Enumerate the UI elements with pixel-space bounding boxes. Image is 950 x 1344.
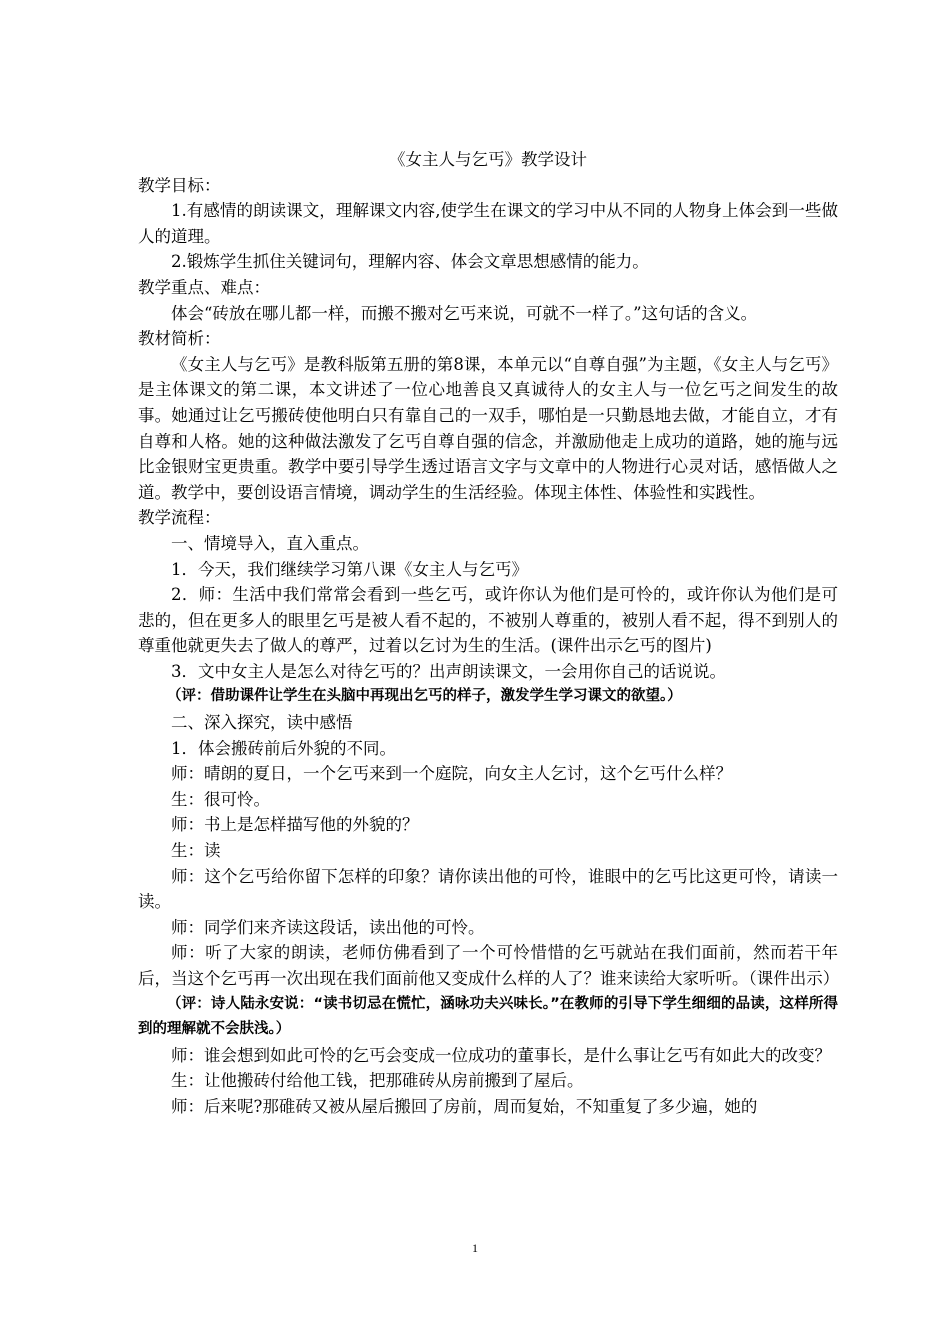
paragraph: 师：这个乞丐给你留下怎样的印象？请你读出他的可怜，谁眼中的乞丐比这更可怜，请读一读。 xyxy=(138,866,838,912)
paragraph: 师：同学们来齐读这段话，读出他的可怜。 xyxy=(171,917,485,937)
paragraph: 教学重点、难点： xyxy=(138,277,270,297)
paragraph: 师：听了大家的朗读，老师仿佛看到了一个可怜惜惜的乞丐就站在我们面前，然而若干年后，当这个乞丐再一次出现在我们面前他又变成什么样的人了？谁来读给大家听听。（课件出示） xyxy=(138,943,840,988)
paragraph: 1.有感情的朗读课文，理解课文内容,使学生在课文的学习中从不同的人物身上体会到一些做人的道理。 xyxy=(138,201,838,246)
paragraph: 1．今天，我们继续学习第八课《女主人与乞丐》 xyxy=(171,559,528,579)
paragraph: 2．师：生活中我们常常会看到一些乞丐，或许你认为他们是可怜的，或许你认为他们是可悲的，但在更多人的眼里乞丐是被人看不起的，不被别人尊重的，被别人看不起，得不到别人的尊重他就更失去了做人的尊严，过着以乞讨为生的生活。(课件出示乞丐的图片) xyxy=(138,585,838,656)
paragraph: 教学目标： xyxy=(138,175,221,195)
comment-paragraph: （评：诗人陆永安说：“读书切忌在慌忙，涵咏功夫兴味长。”在教师的引导下学生细细的品读，这样所得到的理解就不会肤浅。） xyxy=(138,995,838,1038)
paragraph: 3．文中女主人是怎么对待乞丐的？出声朗读课文，一会用你自己的话说说。 xyxy=(171,661,726,681)
paragraph: 生：很可怜。 xyxy=(171,789,270,809)
document-title: 《女主人与乞丐》教学设计 xyxy=(389,150,587,169)
paragraph: 一、情境导入，直入重点。 xyxy=(171,533,369,553)
paragraph: 二、深入探究，读中感悟 xyxy=(171,713,353,733)
paragraph: 教学流程： xyxy=(138,508,221,528)
paragraph: 师：书上是怎样描写他的外貌的？ xyxy=(171,815,419,835)
paragraph: 体会“砖放在哪儿都一样，而搬不搬对乞丐来说，可就不一样了。”这句话的含义。 xyxy=(171,303,758,323)
comment-paragraph: （评：借助课件让学生在头脑中再现出乞丐的样子，激发学生学习课文的欲望。） xyxy=(167,688,682,705)
paragraph: 师：晴朗的夏日，一个乞丐来到一个庭院，向女主人乞讨，这个乞丐什么样？ xyxy=(171,764,732,784)
paragraph: 2.锻炼学生抓住关键词句，理解内容、体会文章思想感情的能力。 xyxy=(171,252,649,272)
paragraph: 1．体会搬砖前后外貌的不同。 xyxy=(171,738,396,758)
paragraph: 生：让他搬砖付给他工钱，把那碓砖从房前搬到了屋后。 xyxy=(171,1071,584,1091)
paragraph: 师：谁会想到如此可怜的乞丐会变成一位成功的董事长，是什么事让乞丐有如此大的改变？ xyxy=(171,1045,831,1065)
paragraph: 生：读 xyxy=(171,841,221,861)
paragraph: 《女主人与乞丐》是教科版第五册的第8课，本单元以“自尊自强”为主题，《女主人与乞丐》是主体课文的第二课，本文讲述了一位心地善良又真诚待人的女主人与一位乞丐之间发生的故事。她通过让乞丐搬砖使他明白只有靠自己的一双手，哪怕是一只勤恳地去做，才能自立，才有自尊和人格。她的这种做法激发了乞丐自尊自强的信念，并激励他走上成功的道路，她的施与远比金银财宝更贵重。教学中要引导学生透过语言文字与文章中的人物进行心灵对话，感悟做人之道。教学中，要创设语言情境，调动学生的生活经验。体现主体性、体验性和实践性。 xyxy=(138,354,838,502)
paragraph: 教材简析： xyxy=(138,329,221,349)
page-number: 1 xyxy=(472,1241,478,1255)
document-body xyxy=(138,147,838,1120)
paragraph: 师：后来呢?那碓砖又被从屋后搬回了房前，周而复始，不知重复了多少遍，她的 xyxy=(171,1096,758,1116)
